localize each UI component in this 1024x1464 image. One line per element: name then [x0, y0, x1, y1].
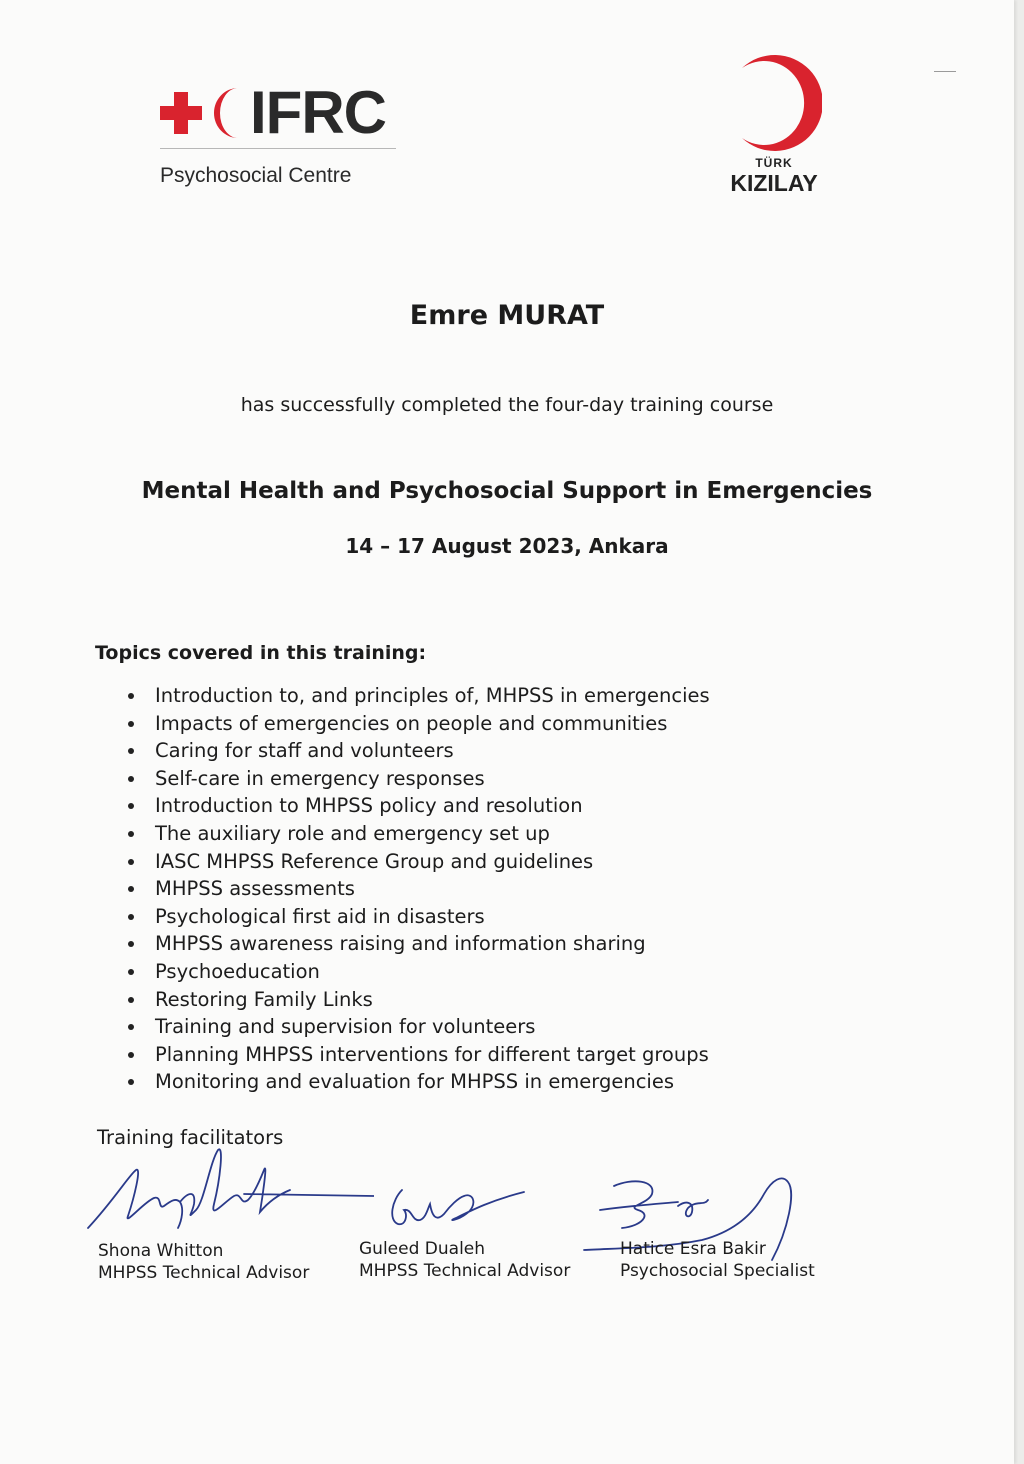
bullet-icon	[128, 776, 134, 782]
list-item: Training and supervision for volunteers	[125, 1013, 710, 1041]
bullet-icon	[128, 914, 134, 920]
list-item: Planning MHPSS interventions for different target groups	[125, 1041, 710, 1069]
list-item: Psychological first aid in disasters	[125, 903, 710, 931]
list-item: Introduction to, and principles of, MHPSS in emergencies	[125, 682, 710, 710]
signer-name: Guleed Dualeh	[359, 1239, 486, 1259]
list-item: Psychoeducation	[125, 958, 710, 986]
bullet-icon	[128, 693, 134, 699]
kizilay-turk-text: TÜRK	[755, 156, 793, 170]
recipient-name: Emre MURAT	[409, 300, 605, 331]
bullet-icon	[128, 969, 134, 975]
topics-heading: Topics covered in this training:	[95, 642, 427, 664]
signature-guleed-dualeh	[384, 1178, 529, 1233]
ifrc-subtitle: Psychosocial Centre	[160, 164, 352, 187]
topics-list	[125, 682, 710, 1096]
course-title: Mental Health and Psychosocial Support in Emergencies	[141, 478, 873, 504]
kizilay-logo	[722, 54, 832, 204]
signature-shona-whitton	[84, 1140, 374, 1235]
signer-name: Shona Whitton	[98, 1241, 224, 1261]
bullet-icon	[128, 1024, 134, 1030]
list-item: MHPSS awareness raising and information sharing	[125, 930, 710, 958]
list-item: Monitoring and evaluation for MHPSS in emergencies	[125, 1068, 710, 1096]
signer-1	[98, 1240, 309, 1284]
signer-role: MHPSS Technical Advisor	[359, 1261, 571, 1281]
red-cross-icon	[160, 92, 202, 134]
red-crescent-icon	[206, 86, 246, 140]
kizilay-name-text: KIZILAY	[730, 170, 818, 196]
signer-role: Psychosocial Specialist	[620, 1261, 815, 1281]
list-item: The auxiliary role and emergency set up	[125, 820, 710, 848]
list-item: Caring for staff and volunteers	[125, 737, 710, 765]
kizilay-crescent-icon	[722, 54, 822, 154]
completion-text: has successfully completed the four-day training course	[240, 394, 774, 416]
signer-name: Hatice Esra Bakir	[620, 1239, 766, 1259]
facilitators-label: Training facilitators	[97, 1126, 284, 1149]
bullet-icon	[128, 1052, 134, 1058]
logo-divider	[160, 148, 396, 149]
bullet-icon	[128, 941, 134, 947]
ifrc-wordmark: IFRC	[250, 79, 386, 146]
list-item: Impacts of emergencies on people and communities	[125, 710, 710, 738]
bullet-icon	[128, 886, 134, 892]
bullet-icon	[128, 1079, 134, 1085]
bullet-icon	[128, 859, 134, 865]
bullet-icon	[128, 831, 134, 837]
list-item: MHPSS assessments	[125, 875, 710, 903]
list-item: Self-care in emergency responses	[125, 765, 710, 793]
list-item: Restoring Family Links	[125, 986, 710, 1014]
edge-mark	[934, 71, 956, 72]
bullet-icon	[128, 748, 134, 754]
bullet-icon	[128, 997, 134, 1003]
signer-role: MHPSS Technical Advisor	[98, 1263, 310, 1283]
list-item: IASC MHPSS Reference Group and guidelines	[125, 848, 710, 876]
list-item: Introduction to MHPSS policy and resolution	[125, 792, 710, 820]
signer-2	[359, 1238, 570, 1282]
ifrc-logo	[160, 79, 400, 196]
signer-3	[620, 1238, 815, 1282]
bullet-icon	[128, 803, 134, 809]
bullet-icon	[128, 721, 134, 727]
date-location: 14 – 17 August 2023, Ankara	[345, 534, 669, 558]
